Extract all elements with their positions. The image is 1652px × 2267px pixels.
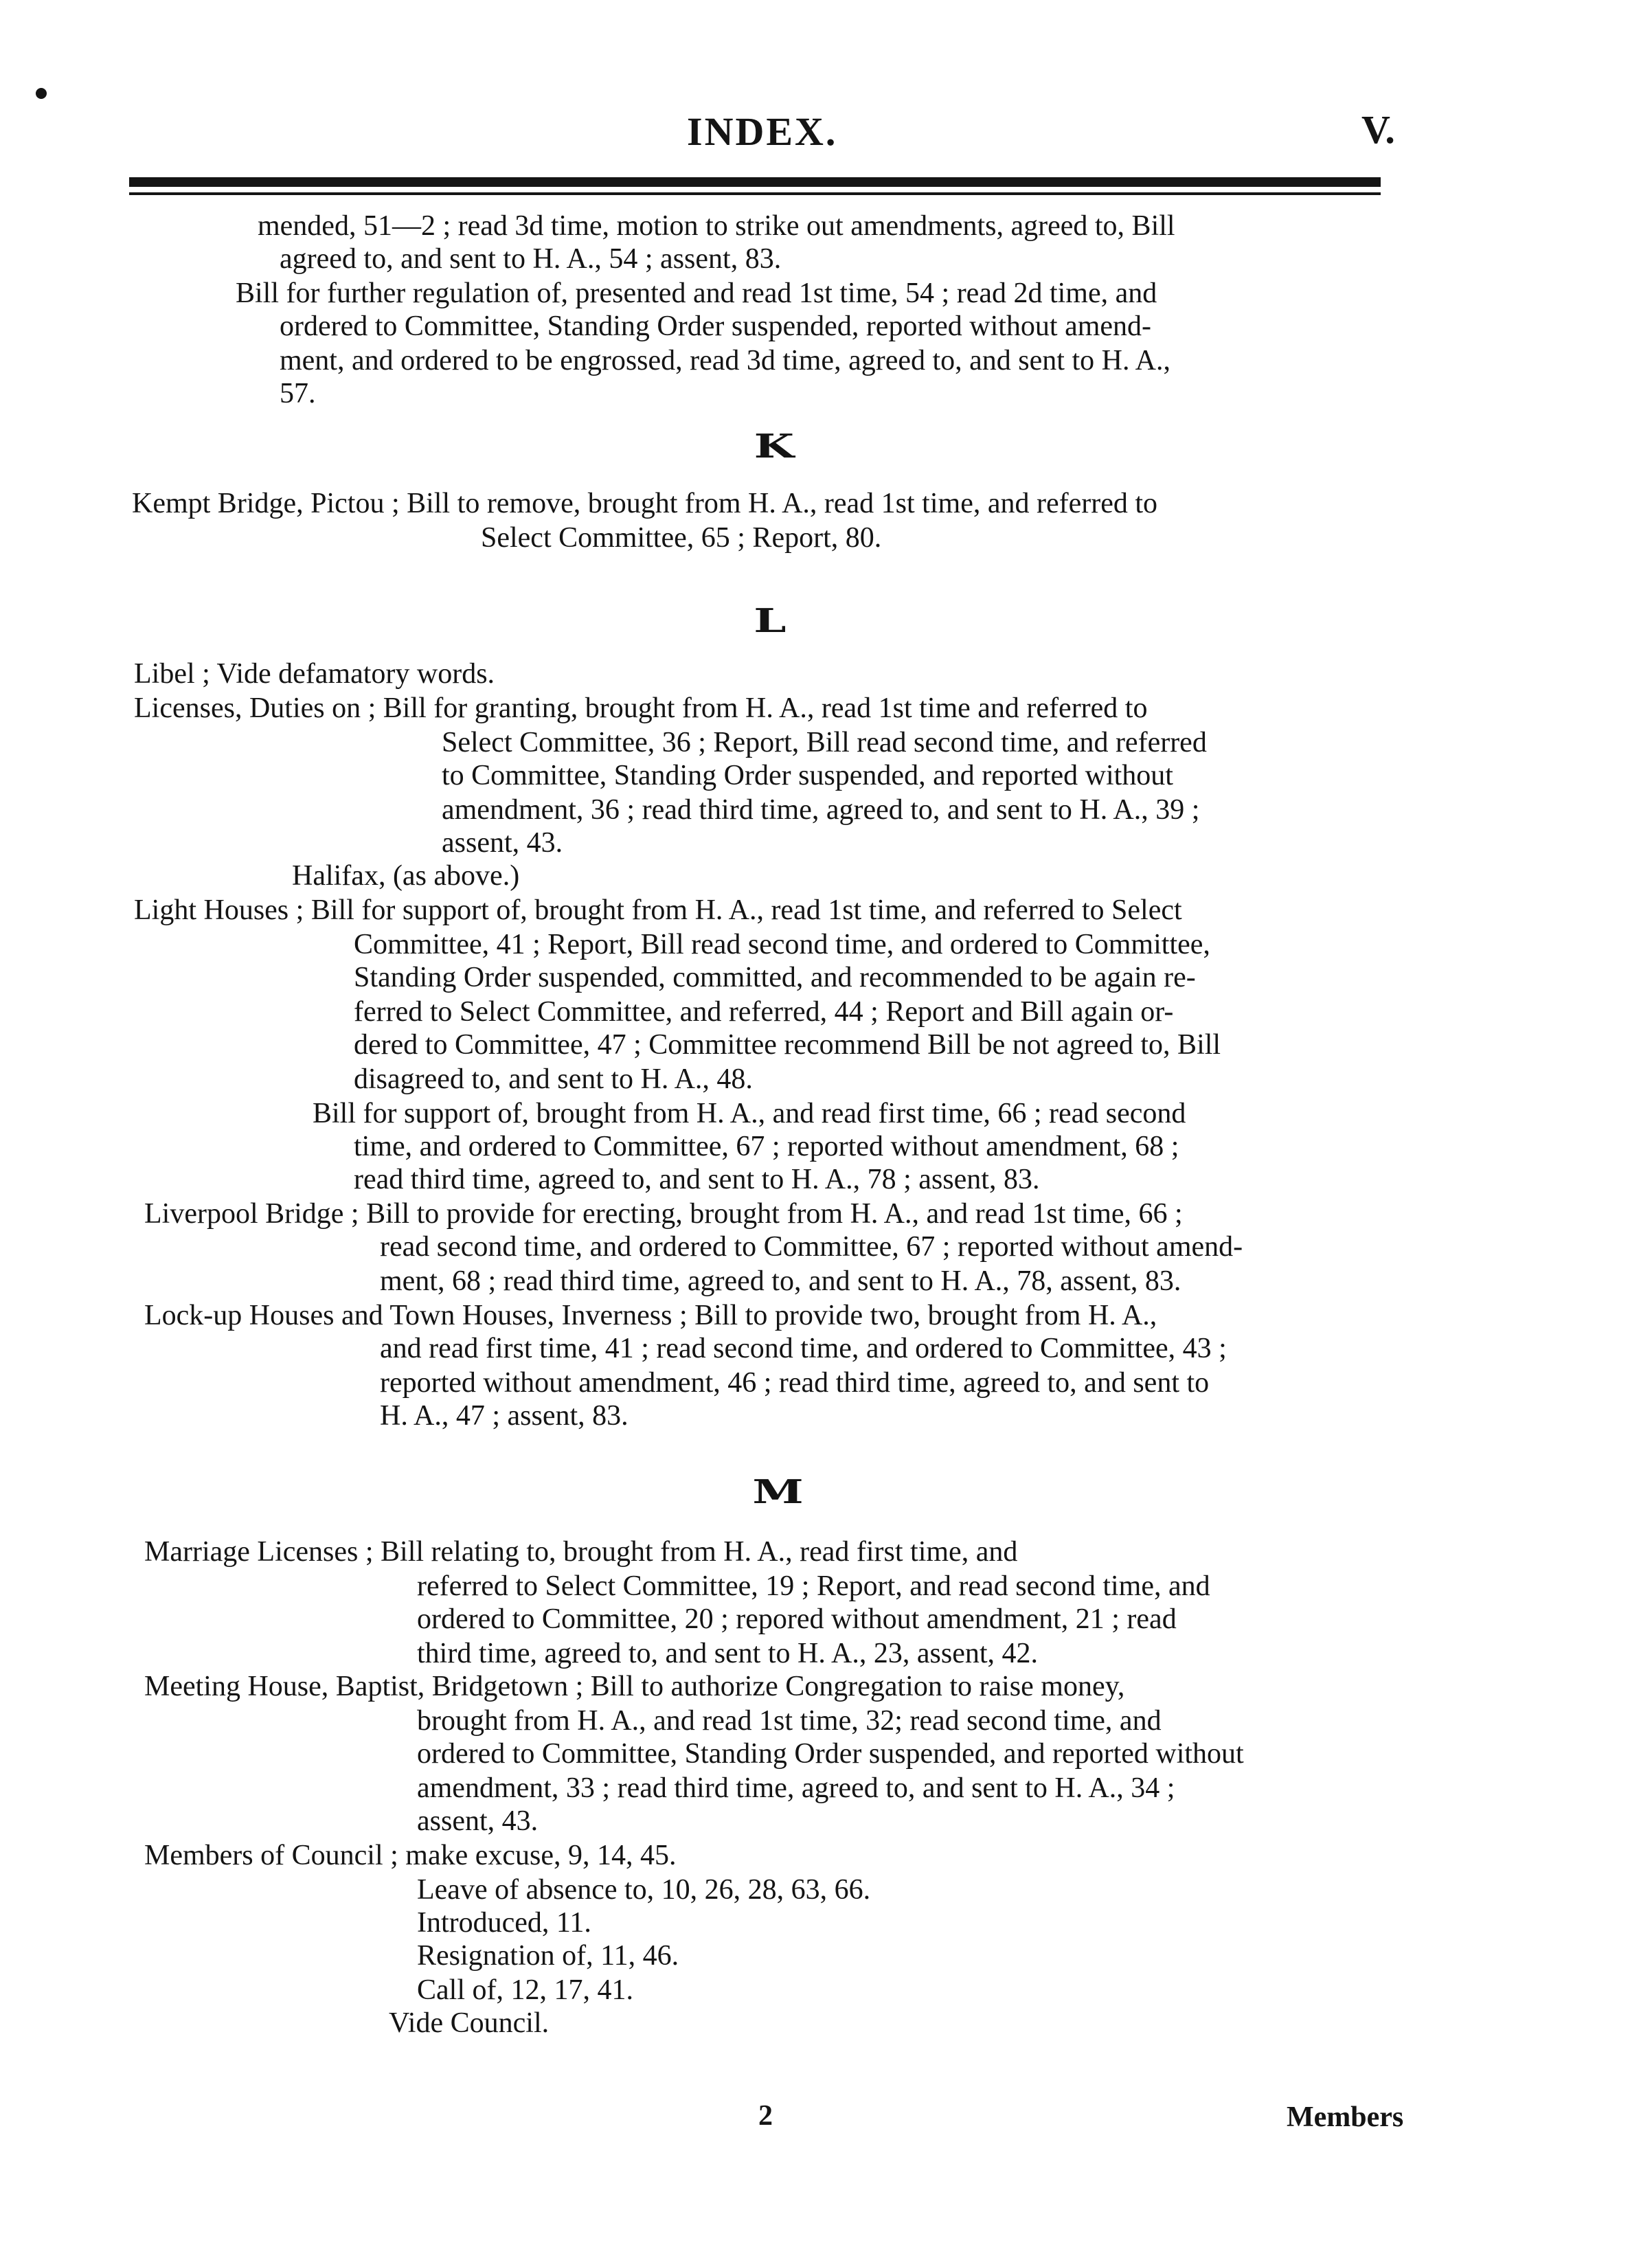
index-line: Leave of absence to, 10, 26, 28, 63, 66. — [417, 1874, 871, 1906]
index-line: Bill for support of, brought from H. A., and read first time, 66 ; read second — [313, 1098, 1186, 1129]
index-line: Select Committee, 65 ; Report, 80. — [481, 522, 882, 554]
index-line: Light Houses ; Bill for support of, brought from H. A., read 1st time, and referred to Select — [134, 894, 1182, 926]
index-line: brought from H. A., and read 1st time, 32; read second time, and — [417, 1705, 1162, 1737]
index-line: ment, 68 ; read third time, agreed to, and sent to H. A., 78, assent, 83. — [380, 1265, 1181, 1297]
index-line: Liverpool Bridge ; Bill to provide for erecting, brought from H. A., and read 1st time, 66 ; — [144, 1198, 1183, 1230]
index-line: amendment, 33 ; read third time, agreed to, and sent to H. A., 34 ; — [417, 1772, 1175, 1804]
index-line: Halifax, (as above.) — [292, 860, 520, 892]
index-line: ordered to Committee, Standing Order suspended, and reported without — [417, 1738, 1244, 1770]
index-line: Committee, 41 ; Report, Bill read second time, and ordered to Committee, — [354, 929, 1210, 960]
index-line: read second time, and ordered to Committee, 67 ; reported without amend- — [380, 1231, 1243, 1263]
index-line: disagreed to, and sent to H. A., 48. — [354, 1063, 753, 1095]
index-line: Standing Order suspended, committed, and recommended to be again re- — [354, 962, 1196, 993]
index-line: Kempt Bridge, Pictou ; Bill to remove, brought from H. A., read 1st time, and referred to — [132, 488, 1158, 519]
index-line: mended, 51—2 ; read 3d time, motion to strike out amendments, agreed to, Bill — [258, 210, 1175, 242]
index-line: and read first time, 41 ; read second time, and ordered to Committee, 43 ; — [380, 1333, 1227, 1364]
index-line: ment, and ordered to be engrossed, read 3d time, agreed to, and sent to H. A., — [280, 345, 1170, 376]
index-line: third time, agreed to, and sent to H. A., 23, assent, 42. — [417, 1638, 1039, 1669]
index-line: ordered to Committee, 20 ; repored without amendment, 21 ; read — [417, 1603, 1177, 1635]
section-letter-k: K — [754, 427, 795, 466]
ink-dot — [36, 88, 47, 99]
index-line: Resignation of, 11, 46. — [417, 1940, 679, 1972]
header-rule-thick — [129, 177, 1381, 187]
index-line: referred to Select Committee, 19 ; Report, and read second time, and — [417, 1570, 1210, 1602]
index-line: assent, 43. — [417, 1805, 539, 1837]
index-line: amendment, 36 ; read third time, agreed to, and sent to H. A., 39 ; — [442, 794, 1200, 826]
index-line: Marriage Licenses ; Bill relating to, brought from H. A., read first time, and — [144, 1536, 1018, 1568]
index-line: Bill for further regulation of, presented and read 1st time, 54 ; read 2d time, and — [236, 278, 1157, 309]
index-line: reported without amendment, 46 ; read third time, agreed to, and sent to — [380, 1367, 1210, 1399]
index-line: Vide Council. — [389, 2007, 550, 2039]
index-line: dered to Committee, 47 ; Committee recommend Bill be not agreed to, Bill — [354, 1029, 1221, 1061]
index-line: ordered to Committee, Standing Order suspended, reported without amend- — [280, 311, 1152, 342]
index-line: Meeting House, Baptist, Bridgetown ; Bill to authorize Congregation to raise money, — [144, 1671, 1125, 1702]
index-line: Lock-up Houses and Town Houses, Inverness ; Bill to provide two, brought from H. A., — [144, 1300, 1157, 1331]
index-line: Select Committee, 36 ; Report, Bill read second time, and referred — [442, 727, 1207, 758]
index-line: time, and ordered to Committee, 67 ; reported without amendment, 68 ; — [354, 1131, 1179, 1162]
page-number-roman: V. — [1361, 107, 1395, 152]
header-rule-thin — [129, 192, 1381, 195]
index-line: H. A., 47 ; assent, 83. — [380, 1400, 629, 1432]
index-line: Introduced, 11. — [417, 1907, 591, 1939]
index-line: Licenses, Duties on ; Bill for granting, brought from H. A., read 1st time and referred to — [134, 692, 1148, 724]
running-title: INDEX. — [687, 109, 838, 154]
index-line: to Committee, Standing Order suspended, and reported without — [442, 760, 1173, 791]
index-line: Call of, 12, 17, 41. — [417, 1974, 633, 2006]
index-line: ferred to Select Committee, and referred, 44 ; Report and Bill again or- — [354, 996, 1174, 1028]
index-line: read third time, agreed to, and sent to H. A., 78 ; assent, 83. — [354, 1164, 1040, 1195]
catchword: Members — [1287, 2101, 1404, 2133]
signature-mark: 2 — [758, 2100, 773, 2132]
index-line: 57. — [280, 378, 316, 409]
index-line: Libel ; Vide defamatory words. — [134, 658, 495, 690]
section-letter-m: M — [752, 1473, 804, 1511]
index-line: assent, 43. — [442, 827, 563, 859]
section-letter-l: L — [754, 602, 787, 640]
index-line: Members of Council ; make excuse, 9, 14, 45. — [144, 1840, 677, 1871]
index-line: agreed to, and sent to H. A., 54 ; assent, 83. — [280, 243, 782, 275]
